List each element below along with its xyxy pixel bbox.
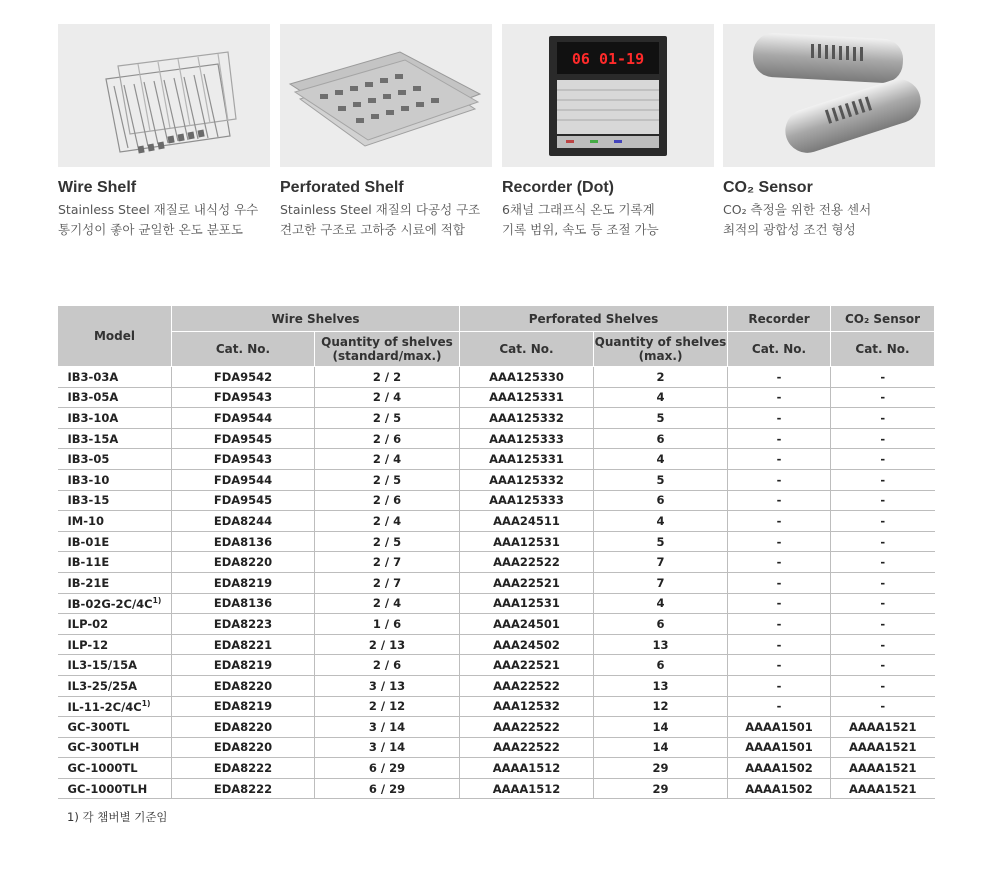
cell-model: [58, 634, 172, 655]
cell-rec: AAAA1501: [728, 737, 831, 758]
product-card-co2-sensor: [723, 24, 937, 240]
cell-wire-cat: FDA9545: [172, 428, 315, 449]
header-recorder-cat: Cat. No.: [728, 332, 831, 367]
cell-co2: -: [831, 593, 935, 614]
product-desc-line-2: 기록 범위, 속도 등 조절 가능: [502, 222, 659, 237]
product-card-wire-shelf: [58, 24, 272, 240]
cell-perf-cat: AAA22522: [460, 675, 594, 696]
cell-model: [58, 737, 172, 758]
cell-model: [58, 717, 172, 738]
cell-wire-cat: EDA8220: [172, 717, 315, 738]
cell-model: [58, 469, 172, 490]
cell-model: [58, 758, 172, 779]
cell-wire-cat: FDA9543: [172, 387, 315, 408]
cell-wire-qty: 2 / 6: [315, 490, 460, 511]
cell-model: [58, 593, 172, 614]
model-name: IB3-10: [67, 472, 110, 487]
cell-perf-cat: AAA24511: [460, 511, 594, 532]
model-name: IL3-25/25A: [67, 678, 137, 693]
cell-wire-qty: 6 / 29: [315, 778, 460, 799]
product-title: CO₂ Sensor: [723, 179, 813, 196]
cell-perf-cat: AAAA1512: [460, 758, 594, 779]
cell-co2: -: [831, 428, 935, 449]
cell-co2: -: [831, 449, 935, 470]
cell-perf-qty: 6: [594, 614, 728, 635]
cell-perf-qty: 6: [594, 490, 728, 511]
model-name: IB3-05A: [67, 390, 119, 405]
cell-perf-qty: 4: [594, 387, 728, 408]
cell-rec: -: [728, 675, 831, 696]
cell-perf-cat: AAA12532: [460, 696, 594, 717]
product-gallery: [58, 24, 938, 244]
cell-wire-cat: FDA9544: [172, 469, 315, 490]
cell-perf-cat: AAA125333: [460, 428, 594, 449]
table-row: [58, 634, 935, 655]
cell-co2: -: [831, 367, 935, 388]
cell-co2: AAAA1521: [831, 758, 935, 779]
cell-rec: -: [728, 655, 831, 676]
model-name: IB-21E: [67, 575, 110, 590]
cell-perf-cat: AAA125331: [460, 449, 594, 470]
table-row: [58, 490, 935, 511]
model-name: ILP-02: [67, 616, 109, 631]
product-card-recorder: [502, 24, 716, 240]
cell-perf-cat: AAA22521: [460, 655, 594, 676]
cell-rec: AAAA1502: [728, 778, 831, 799]
cell-wire-cat: EDA8222: [172, 758, 315, 779]
cell-perf-cat: AAA24502: [460, 634, 594, 655]
header-group-perforated-shelves: Perforated Shelves: [460, 306, 728, 332]
cell-rec: -: [728, 469, 831, 490]
cell-perf-qty: 29: [594, 758, 728, 779]
recorder-image: [502, 24, 714, 167]
cell-co2: AAAA1521: [831, 778, 935, 799]
perforated-shelf-image: [280, 24, 492, 167]
model-name: IB3-10A: [67, 410, 119, 425]
co2-sensor-image: [723, 24, 935, 167]
header-wire-qty-line-1: Quantity of shelves: [321, 335, 453, 349]
product-desc-line-2: 견고한 구조로 고하중 시료에 적합: [280, 222, 465, 237]
cell-model: [58, 428, 172, 449]
table-row: [58, 655, 935, 676]
cell-wire-cat: FDA9544: [172, 408, 315, 429]
cell-perf-cat: AAA24501: [460, 614, 594, 635]
model-name: GC-1000TL: [67, 761, 138, 776]
model-name: IM-10: [67, 513, 104, 528]
header-perf-qty-line-2: (max.): [638, 349, 683, 363]
cell-rec: -: [728, 408, 831, 429]
header-group-recorder: Recorder: [728, 306, 831, 332]
header-wire-cat: Cat. No.: [172, 332, 315, 367]
product-desc-line-1: CO₂ 측정을 위한 전용 센서: [723, 202, 872, 217]
cell-rec: -: [728, 428, 831, 449]
cell-model: [58, 696, 172, 717]
cell-wire-qty: 3 / 13: [315, 675, 460, 696]
cell-co2: -: [831, 408, 935, 429]
cell-perf-qty: 29: [594, 778, 728, 799]
cell-perf-qty: 4: [594, 511, 728, 532]
cell-co2: -: [831, 552, 935, 573]
table-row: [58, 531, 935, 552]
cell-wire-cat: FDA9543: [172, 449, 315, 470]
cell-model: [58, 449, 172, 470]
header-perf-qty: [594, 332, 728, 367]
cell-perf-qty: 13: [594, 634, 728, 655]
cell-wire-cat: EDA8220: [172, 737, 315, 758]
cell-wire-cat: EDA8136: [172, 593, 315, 614]
footnote: 1) 각 챔버별 기준임: [67, 810, 168, 824]
cell-wire-cat: FDA9545: [172, 490, 315, 511]
header-perf-qty-line-1: Quantity of shelves: [594, 335, 727, 349]
cell-rec: -: [728, 552, 831, 573]
cell-rec: -: [728, 634, 831, 655]
cell-co2: -: [831, 634, 935, 655]
footnote-marker: 1): [141, 698, 151, 708]
cell-perf-cat: AAAA1512: [460, 778, 594, 799]
table-row: [58, 552, 935, 573]
cell-perf-qty: 6: [594, 655, 728, 676]
product-title: Wire Shelf: [58, 179, 137, 196]
cell-wire-cat: EDA8223: [172, 614, 315, 635]
cell-perf-qty: 5: [594, 531, 728, 552]
cell-wire-qty: 6 / 29: [315, 758, 460, 779]
model-name: GC-1000TLH: [67, 781, 148, 796]
cell-perf-qty: 14: [594, 737, 728, 758]
model-name: IB-11E: [67, 555, 110, 570]
cell-rec: -: [728, 511, 831, 532]
cell-wire-cat: EDA8221: [172, 634, 315, 655]
cell-wire-cat: EDA8222: [172, 778, 315, 799]
cell-model: [58, 531, 172, 552]
cell-co2: -: [831, 572, 935, 593]
product-card-perforated-shelf: [280, 24, 494, 240]
model-name: IB3-15: [67, 493, 110, 508]
cell-wire-qty: 2 / 4: [315, 449, 460, 470]
recorder-display-text: 06 01-19: [571, 50, 645, 68]
cell-co2: -: [831, 469, 935, 490]
header-model: Model: [58, 306, 172, 367]
cell-perf-qty: 12: [594, 696, 728, 717]
cell-co2: -: [831, 614, 935, 635]
cell-wire-cat: FDA9542: [172, 367, 315, 388]
product-desc-line-2: 최적의 광합성 조건 형성: [723, 222, 856, 237]
model-name: IL-11-2C/4C: [67, 699, 142, 714]
cell-wire-qty: 2 / 2: [315, 367, 460, 388]
cell-perf-qty: 14: [594, 717, 728, 738]
cell-model: [58, 387, 172, 408]
cell-wire-qty: 2 / 6: [315, 428, 460, 449]
cell-co2: -: [831, 696, 935, 717]
cell-perf-cat: AAA125332: [460, 469, 594, 490]
cell-perf-cat: AAA125331: [460, 387, 594, 408]
cell-perf-cat: AAA22521: [460, 572, 594, 593]
product-desc-line-1: Stainless Steel 재질의 다공성 구조: [280, 202, 481, 217]
table-row: [58, 696, 935, 717]
cell-perf-qty: 4: [594, 593, 728, 614]
model-name: IB-01E: [67, 534, 110, 549]
cell-perf-cat: AAA12531: [460, 593, 594, 614]
model-name: IB-02G-2C/4C: [67, 596, 153, 611]
table-row: [58, 511, 935, 532]
cell-model: [58, 367, 172, 388]
cell-wire-qty: 3 / 14: [315, 717, 460, 738]
cell-perf-cat: AAA125333: [460, 490, 594, 511]
cell-model: [58, 552, 172, 573]
cell-wire-qty: 2 / 6: [315, 655, 460, 676]
cell-wire-cat: EDA8219: [172, 696, 315, 717]
model-name: IB3-03A: [67, 369, 119, 384]
spec-table-body: [58, 367, 935, 799]
cell-wire-qty: 2 / 4: [315, 387, 460, 408]
model-name: IB3-05: [67, 452, 110, 467]
cell-perf-cat: AAA12531: [460, 531, 594, 552]
cell-wire-qty: 2 / 13: [315, 634, 460, 655]
cell-rec: -: [728, 387, 831, 408]
cell-perf-qty: 4: [594, 449, 728, 470]
model-name: IB3-15A: [67, 431, 119, 446]
cell-wire-qty: 2 / 5: [315, 469, 460, 490]
cell-perf-qty: 6: [594, 428, 728, 449]
cell-rec: AAAA1502: [728, 758, 831, 779]
cell-wire-qty: 2 / 5: [315, 408, 460, 429]
table-row: [58, 717, 935, 738]
cell-co2: -: [831, 387, 935, 408]
cell-model: [58, 572, 172, 593]
product-title: Perforated Shelf: [280, 179, 404, 196]
cell-wire-qty: 3 / 14: [315, 737, 460, 758]
cell-co2: -: [831, 511, 935, 532]
cell-rec: AAAA1501: [728, 717, 831, 738]
cell-co2: -: [831, 655, 935, 676]
product-desc-line-1: Stainless Steel 재질로 내식성 우수: [58, 202, 259, 217]
cell-wire-cat: EDA8219: [172, 572, 315, 593]
cell-perf-qty: 13: [594, 675, 728, 696]
cell-wire-qty: 2 / 7: [315, 552, 460, 573]
cell-wire-cat: EDA8219: [172, 655, 315, 676]
cell-rec: -: [728, 531, 831, 552]
accessory-spec-table: [57, 305, 935, 799]
cell-co2: AAAA1521: [831, 737, 935, 758]
table-row: [58, 614, 935, 635]
cell-wire-cat: EDA8220: [172, 675, 315, 696]
cell-model: [58, 655, 172, 676]
cell-rec: -: [728, 593, 831, 614]
table-row: [58, 387, 935, 408]
cell-perf-cat: AAA22522: [460, 737, 594, 758]
model-name: IL3-15/15A: [67, 658, 137, 673]
cell-rec: -: [728, 614, 831, 635]
cell-rec: -: [728, 572, 831, 593]
table-row: [58, 758, 935, 779]
cell-perf-cat: AAA22522: [460, 552, 594, 573]
cell-rec: -: [728, 490, 831, 511]
cell-co2: AAAA1521: [831, 717, 935, 738]
cell-rec: -: [728, 696, 831, 717]
cell-co2: -: [831, 531, 935, 552]
cell-model: [58, 408, 172, 429]
table-row: [58, 469, 935, 490]
model-name: ILP-12: [67, 637, 109, 652]
cell-wire-qty: 1 / 6: [315, 614, 460, 635]
model-name: GC-300TL: [67, 719, 130, 734]
header-perf-cat: Cat. No.: [460, 332, 594, 367]
product-desc-line-2: 통기성이 좋아 균일한 온도 분포도: [58, 222, 243, 237]
cell-model: [58, 511, 172, 532]
cell-co2: -: [831, 490, 935, 511]
cell-perf-qty: 2: [594, 367, 728, 388]
cell-perf-qty: 5: [594, 408, 728, 429]
header-co2-cat: Cat. No.: [831, 332, 935, 367]
header-group-wire-shelves: Wire Shelves: [172, 306, 460, 332]
cell-wire-qty: 2 / 5: [315, 531, 460, 552]
wire-shelf-image: [58, 24, 270, 167]
table-row: [58, 737, 935, 758]
cell-perf-qty: 5: [594, 469, 728, 490]
product-desc-line-1: 6채널 그래프식 온도 기록계: [502, 202, 655, 217]
cell-model: [58, 778, 172, 799]
table-row: [58, 408, 935, 429]
header-group-co2-sensor: CO₂ Sensor: [831, 306, 935, 332]
cell-rec: -: [728, 449, 831, 470]
cell-wire-qty: 2 / 7: [315, 572, 460, 593]
cell-model: [58, 675, 172, 696]
table-row: [58, 572, 935, 593]
cell-co2: -: [831, 675, 935, 696]
cell-wire-qty: 2 / 4: [315, 593, 460, 614]
model-name: GC-300TLH: [67, 740, 140, 755]
cell-wire-cat: EDA8220: [172, 552, 315, 573]
cell-perf-qty: 7: [594, 572, 728, 593]
table-row: [58, 367, 935, 388]
table-row: [58, 778, 935, 799]
header-wire-qty: [315, 332, 460, 367]
cell-perf-cat: AAA125330: [460, 367, 594, 388]
table-row: [58, 593, 935, 614]
cell-wire-qty: 2 / 4: [315, 511, 460, 532]
table-row: [58, 675, 935, 696]
header-wire-qty-line-2: (standard/max.): [332, 349, 442, 363]
cell-model: [58, 614, 172, 635]
cell-wire-cat: EDA8136: [172, 531, 315, 552]
cell-rec: -: [728, 367, 831, 388]
cell-wire-qty: 2 / 12: [315, 696, 460, 717]
table-row: [58, 428, 935, 449]
cell-wire-cat: EDA8244: [172, 511, 315, 532]
cell-perf-cat: AAA125332: [460, 408, 594, 429]
product-title: Recorder (Dot): [502, 179, 615, 196]
table-row: [58, 449, 935, 470]
cell-perf-qty: 7: [594, 552, 728, 573]
cell-perf-cat: AAA22522: [460, 717, 594, 738]
cell-model: [58, 490, 172, 511]
footnote-marker: 1): [152, 595, 162, 605]
